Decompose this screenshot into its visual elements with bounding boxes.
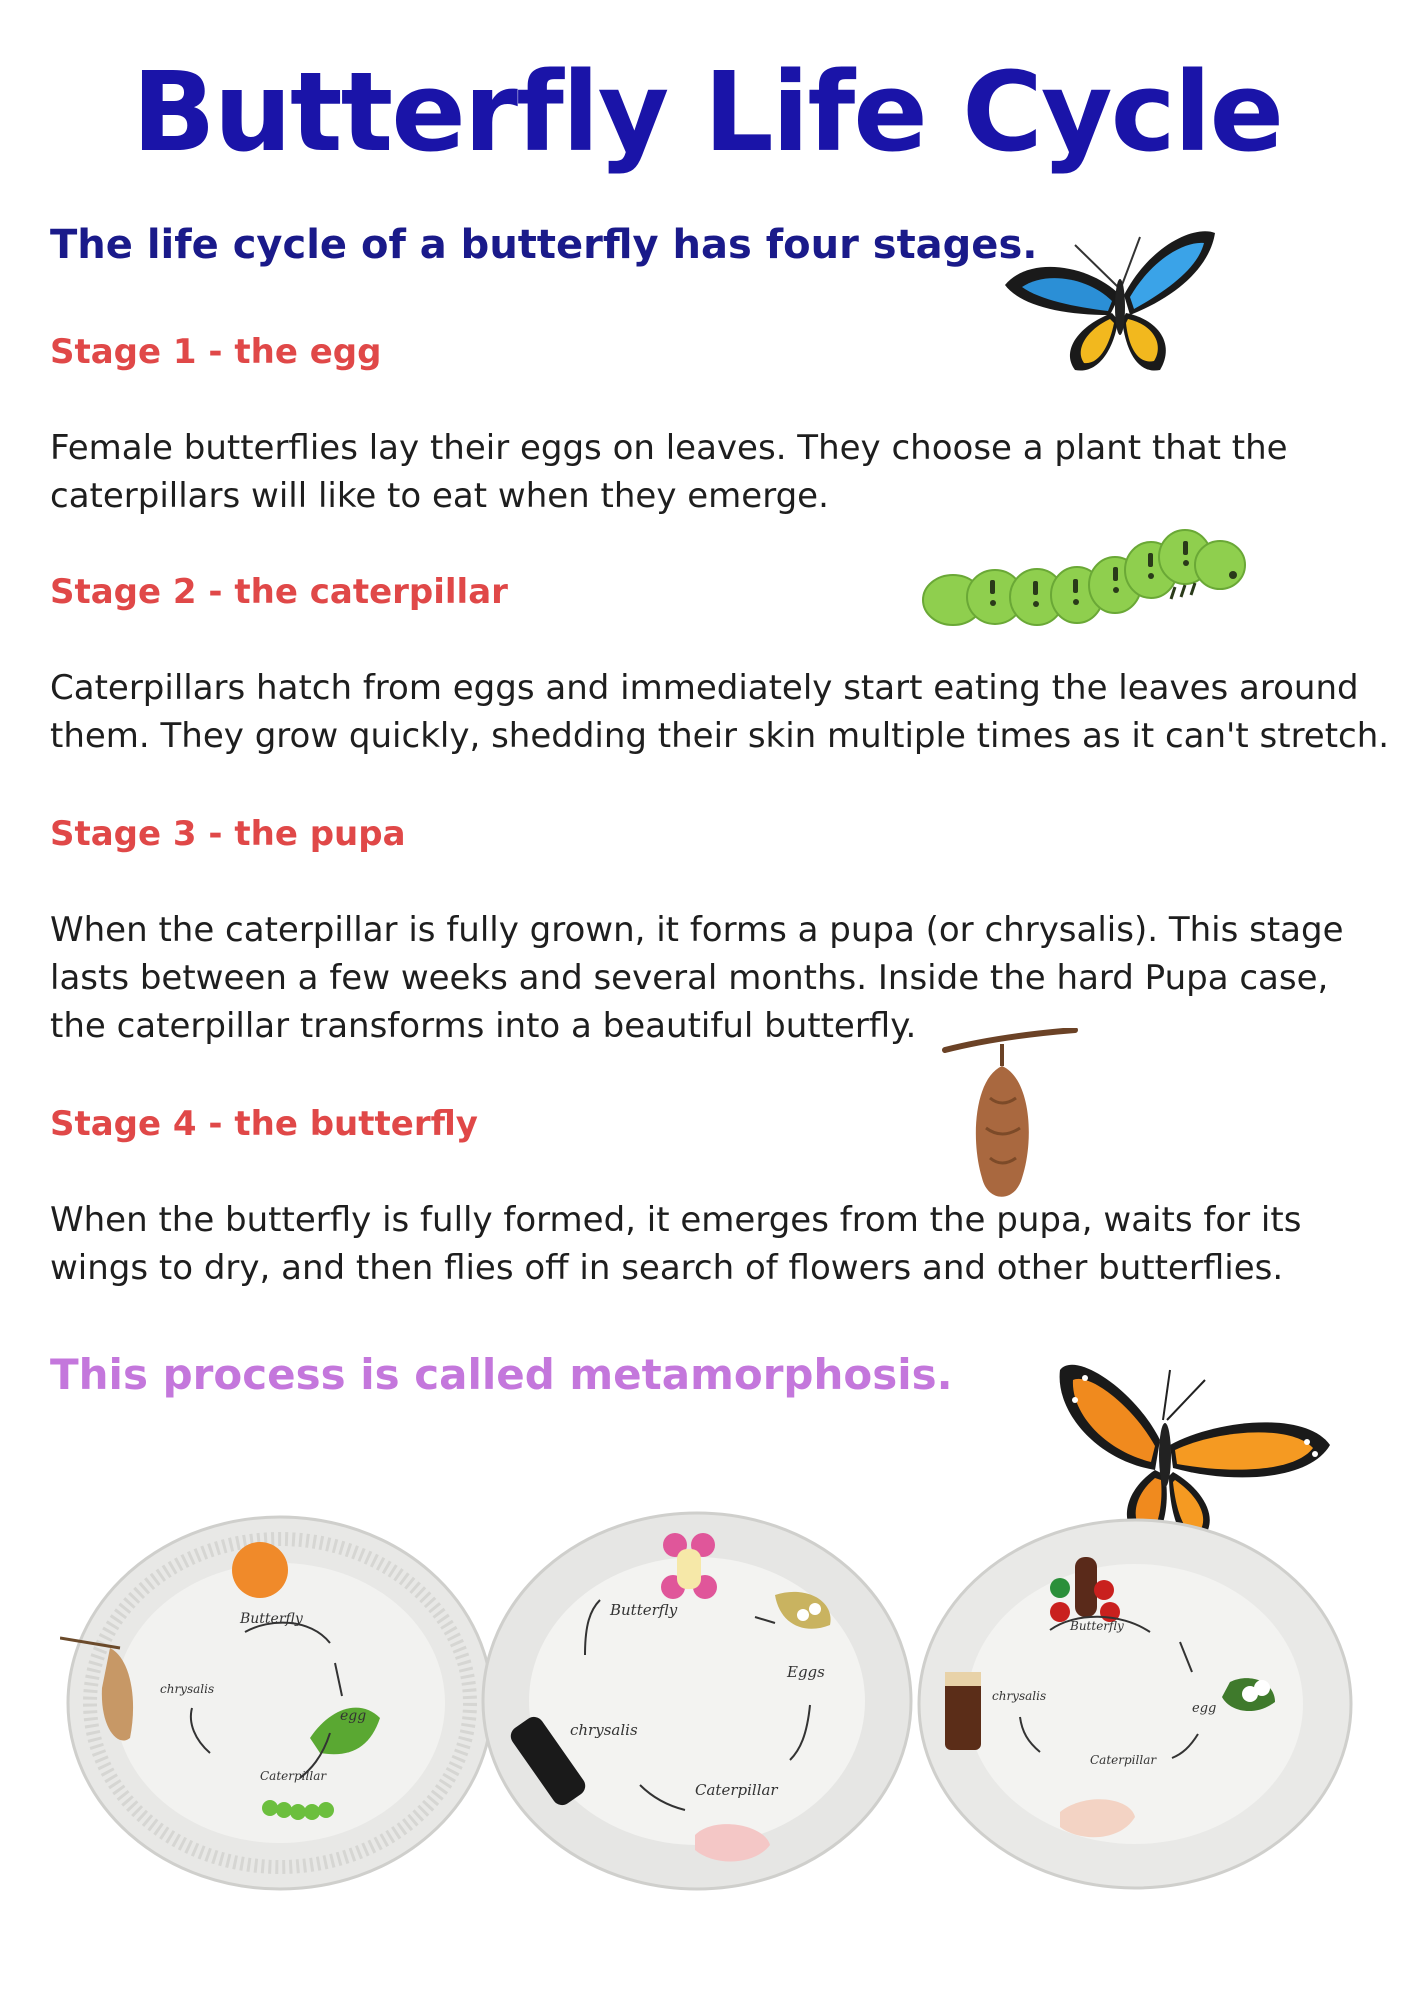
stage-3-heading: Stage 3 - the pupa xyxy=(50,814,406,854)
plate-3-label-right: egg xyxy=(1192,1701,1217,1716)
plate-2-craft xyxy=(475,1505,920,1897)
plate-1-label-top: Butterfly xyxy=(240,1611,303,1627)
plate-3-label-bottom: Caterpillar xyxy=(1090,1753,1157,1767)
plate-1-label-bottom: Caterpillar xyxy=(260,1769,327,1783)
plate-3-craft xyxy=(910,1512,1360,1897)
blue-butterfly-illustration xyxy=(1000,225,1220,385)
stage-4-text: When the butterfly is fully formed, it emerges from the pupa, waits for its wings to dry, and then flies off in search of flowers and other butterflies. xyxy=(50,1200,1302,1288)
page-subtitle: The life cycle of a butterfly has four stages. xyxy=(50,222,1038,268)
stage-4-heading: Stage 4 - the butterfly xyxy=(50,1104,478,1144)
stage-1-heading: Stage 1 - the egg xyxy=(50,332,382,372)
plate-1-label-left: chrysalis xyxy=(160,1682,215,1696)
plate-2-label-bottom: Caterpillar xyxy=(695,1781,778,1799)
plate-3-label-left: chrysalis xyxy=(992,1689,1047,1703)
plate-2-label-left: chrysalis xyxy=(570,1721,638,1739)
page-title: Butterfly Life Cycle xyxy=(131,48,1283,176)
plate-1-label-right: egg xyxy=(340,1708,367,1724)
plate-2-label-top: Butterfly xyxy=(610,1601,678,1619)
plate-2-label-right: Eggs xyxy=(787,1663,825,1681)
caterpillar-illustration xyxy=(915,515,1255,640)
stage-3-text: When the caterpillar is fully grown, it forms a pupa (or chrysalis). This stage lasts between a few weeks and several months. Inside the hard Pupa case, the caterpillar transforms into a beautiful butterfly. xyxy=(50,910,1344,1046)
plate-1-craft xyxy=(60,1508,500,1898)
conclusion-text: This process is called metamorphosis. xyxy=(50,1350,953,1399)
plate-3-label-top: Butterfly xyxy=(1070,1619,1124,1633)
stage-1-text: Female butterflies lay their eggs on leaves. They choose a plant that the caterpillars will like to eat when they emerge. xyxy=(50,428,1288,516)
stage-2-heading: Stage 2 - the caterpillar xyxy=(50,572,508,612)
chrysalis-illustration xyxy=(940,1028,1080,1213)
stage-2-text: Caterpillars hatch from eggs and immediately start eating the leaves around them. They grow quickly, shedding their skin multiple times as it can't stretch. xyxy=(50,668,1390,756)
